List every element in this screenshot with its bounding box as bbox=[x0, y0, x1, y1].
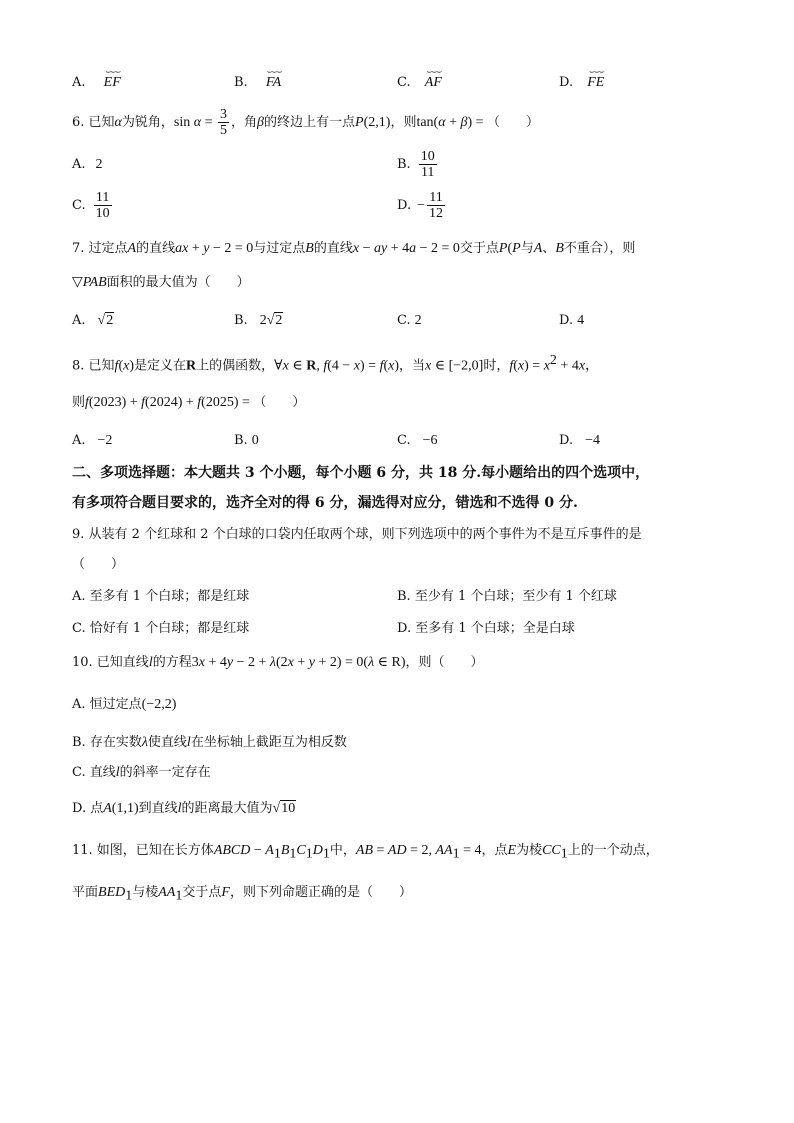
q6-option-d: D. − $\frac{11}{12}$ bbox=[397, 190, 443, 221]
q5-option-c-value: AF bbox=[424, 75, 442, 90]
q6-option-a: A. 2 bbox=[72, 157, 103, 172]
q10-option-b: B. 存在实数λ使直线l在坐标轴上截距互为相反数 bbox=[72, 735, 347, 750]
q8-stem-line1: 8. 已知f(x)是定义在R上的偶函数，∀x ∈ R, f(4 − x) = f(x)，当x ∈ [−2,0]时，$f(x) = x^2 + 4x$， bbox=[72, 353, 600, 374]
q9-stem-line1: 9. 从装有 2 个红球和 2 个白球的口袋内任取两个球，则下列选项中的两个事件为不是互斥事件的是 bbox=[72, 527, 642, 542]
q9-option-d: D. 至多有 1 个白球；全是白球 bbox=[397, 621, 575, 636]
q5-option-a: A. ⌣⌣⌣ EF bbox=[72, 66, 121, 90]
q8-option-b: B. 0 bbox=[234, 433, 259, 448]
q8-option-a: A. −2 bbox=[72, 433, 113, 448]
q7-option-a: A. √2 bbox=[72, 313, 114, 328]
q10-option-c: C. 直线l的斜率一定存在 bbox=[72, 765, 211, 780]
q9-option-b: B. 至少有 1 个白球；至少有 1 个红球 bbox=[397, 589, 617, 604]
q8-stem-line2: 则f(2023) + f(2024) + f(2025) = （ ） bbox=[72, 395, 306, 410]
q5-option-c: C. ⌣⌣⌣ AF bbox=[397, 66, 442, 90]
q7-stem-line2: ▽PAB面积的最大值为（ ） bbox=[72, 275, 250, 290]
q9-option-a: A. 至多有 1 个白球；都是红球 bbox=[72, 589, 250, 604]
q6-option-b: B. $\frac{10}{11}$ bbox=[397, 149, 435, 180]
q6-option-c: C. $\frac{11}{10}$ bbox=[72, 190, 110, 221]
q8-option-d: D. −4 bbox=[559, 433, 600, 448]
q8-option-c: C. −6 bbox=[397, 433, 438, 448]
q5-option-b-value: FA bbox=[265, 75, 282, 90]
q5-option-a-value: EF bbox=[103, 75, 121, 90]
q9-option-c: C. 恰好有 1 个白球；都是红球 bbox=[72, 621, 250, 636]
q10-option-d: D. 点A(1,1)到直线l的距离最大值为√10 bbox=[72, 801, 296, 816]
q5-option-d: D. ⌣⌣⌣ FE bbox=[559, 66, 605, 90]
section-2-heading-line1: 二、多项选择题：本大题共 3 个小题，每个小题 6 分，共 18 分.每小题给出的四个选项中， bbox=[72, 465, 650, 481]
q10-option-a: A. 恒过定点(−2,2) bbox=[72, 697, 177, 712]
q7-stem-line1: 7. 过定点A的直线ax + y − 2 = 0与过定点B的直线x − ay + 4a − 2 = 0交于点P(P与A、B不重合），则 bbox=[72, 241, 636, 256]
q6-stem: 6. 已知α为锐角，sin α = $\frac{3}{5}$ ，角β的终边上有一点P(2,1)，则tan(α + β) = （ ） bbox=[72, 107, 540, 138]
q6-sin-fraction: $\frac{3}{5}$ bbox=[220, 107, 228, 138]
q10-stem: 10. 已知直线l的方程3x + 4y − 2 + λ(2x + y + 2) = 0(λ ∈ R)，则（ ） bbox=[72, 655, 484, 670]
q11-stem-line2: 平面$BED_1$与棱$AA_1$交于点F，则下列命题正确的是（ ） bbox=[72, 885, 412, 904]
q11-stem-line1: 11. 如图，已知在长方体ABCD − $A_1B_1C_1D_1$中，AB = AD = 2, $AA_1 = 4$，点E为棱$CC_1$上的一个动点， bbox=[72, 843, 659, 862]
section-2-heading-line2: 有多项符合题目要求的，选齐全对的得 6 分，漏选得对应分，错选和不选得 0 分. bbox=[72, 495, 578, 511]
q5-option-b: B. ⌣⌣⌣ FA bbox=[234, 66, 282, 90]
q7-option-b: B. 2√2 bbox=[234, 313, 283, 328]
q7-option-c: C. 2 bbox=[397, 313, 422, 328]
q9-stem-line2: （ ） bbox=[72, 557, 125, 572]
q7-option-d: D. 4 bbox=[559, 313, 585, 328]
q5-option-d-value: FE bbox=[587, 75, 605, 90]
